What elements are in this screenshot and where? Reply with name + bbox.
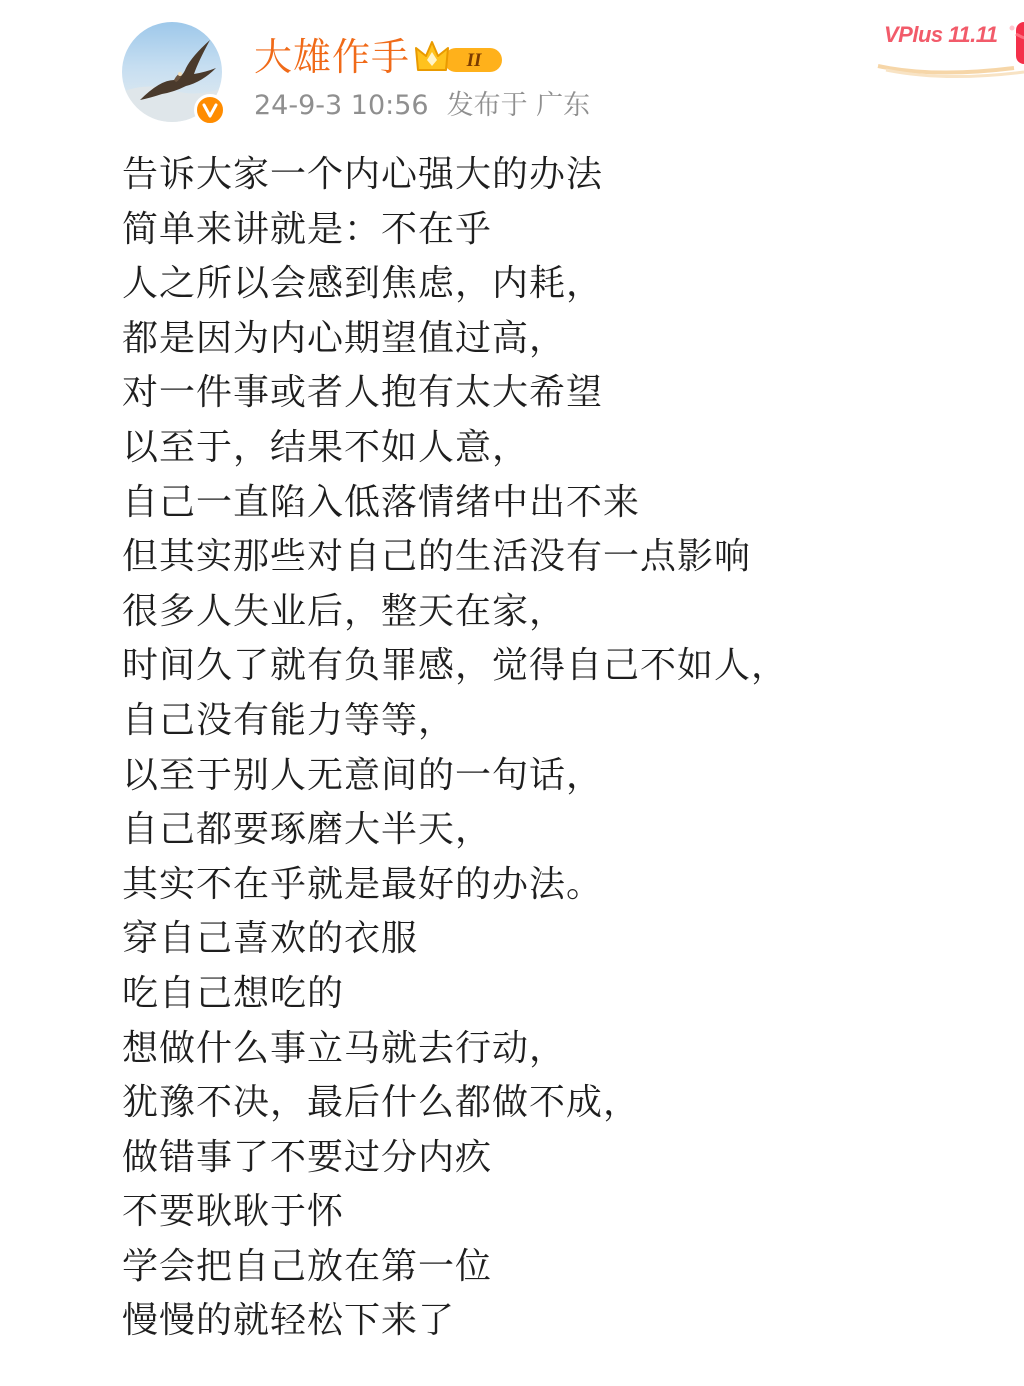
post-text-line: 告诉大家一个内心强大的办法 [122, 154, 604, 195]
crown-member-icon[interactable] [414, 38, 506, 78]
post-meta [254, 88, 590, 124]
post-text-line: 其实不在乎就是最好的办法。 [122, 863, 604, 905]
post-text-line: 穿自己喜欢的衣服 [122, 918, 419, 960]
gift-envelope-icon [1008, 8, 1024, 72]
post-text-line: 以至于别人无意间的一句话， [122, 754, 604, 796]
post-body [122, 148, 982, 1349]
author-avatar[interactable] [122, 22, 222, 122]
post-text-line: 简单来讲就是：不在乎 [122, 208, 493, 250]
post-text-line: 想做什么事立马就去行动， [122, 1027, 567, 1069]
post-header [122, 22, 1002, 132]
member-level-label: II [466, 50, 482, 71]
post-text-line: 但其实那些对自己的生活没有一点影响 [122, 536, 752, 578]
post-text-line: 对一件事或者人抱有太大希望 [122, 372, 604, 414]
post-text-line: 自己一直陷入低落情绪中出不来 [122, 481, 641, 523]
post-text-line: 自己都要琢磨大半天， [122, 809, 493, 851]
post-text-line: 以至于，结果不如人意， [122, 426, 530, 468]
post-text-line: 自己没有能力等等， [122, 699, 456, 741]
vplus-label: VPlus 11.11 [884, 22, 998, 47]
post-text-line: 吃自己想吃的 [122, 972, 345, 1014]
post-text-line: 都是因为内心期望值过高， [122, 317, 567, 359]
post-text-line: 学会把自己放在第一位 [122, 1245, 493, 1287]
author-name[interactable]: 大雄作手 [254, 35, 411, 79]
post-text-line: 时间久了就有负罪感，觉得自己不如人， [122, 645, 789, 687]
post-text-line: 不要耿耿于怀 [122, 1191, 345, 1233]
post-text-line: 慢慢的就轻松下来了 [122, 1300, 456, 1342]
verified-v-icon [194, 94, 226, 126]
post-text-line: 做错事了不要过分内疚 [122, 1136, 493, 1178]
post-text-line: 人之所以会感到焦虑，内耗， [122, 263, 604, 305]
post-text-line: 犹豫不决，最后什么都做不成， [122, 1082, 641, 1124]
post-location: 发布于 广东 [446, 90, 591, 121]
vplus-promo-banner[interactable] [874, 8, 1024, 82]
post-text-line: 很多人失业后，整天在家， [122, 590, 567, 632]
post-date: 24-9-3 10:56 [254, 90, 429, 121]
